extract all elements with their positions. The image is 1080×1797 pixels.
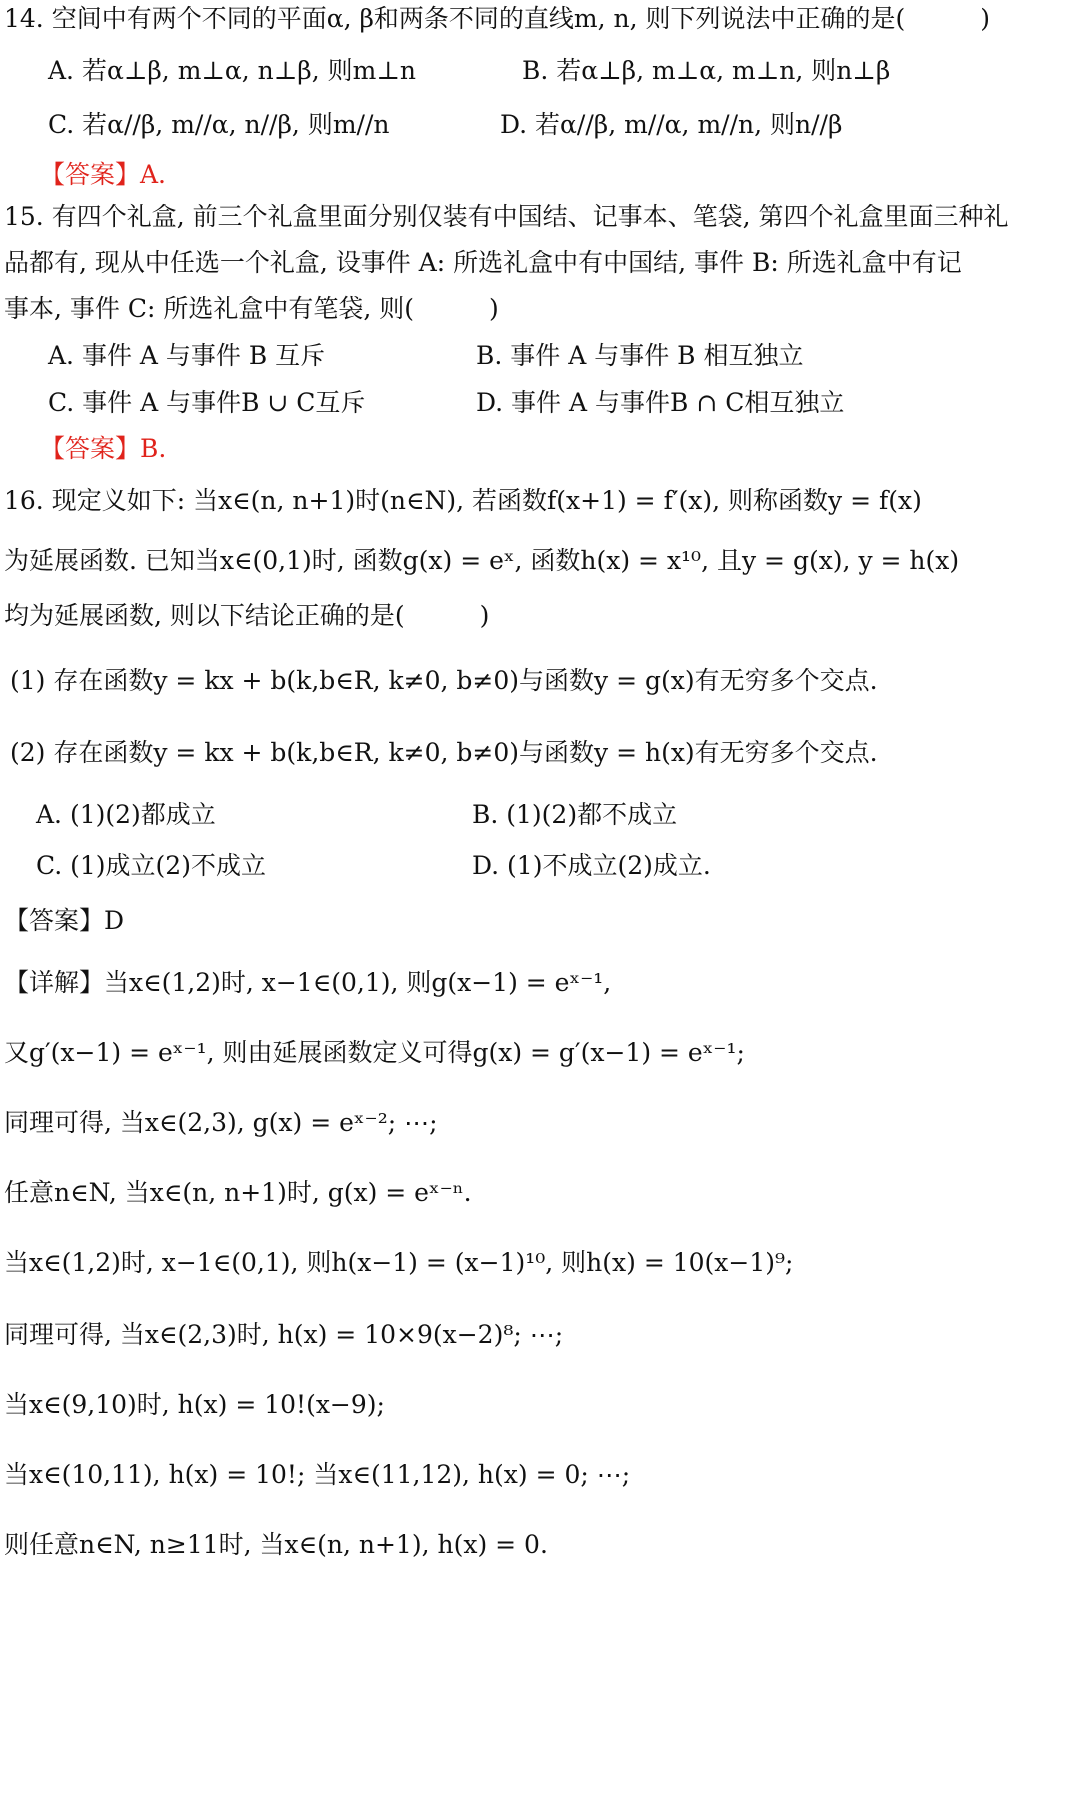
q16-option-c: C. (1)成立(2)不成立 — [36, 851, 266, 880]
q16-stem-line1: 16. 现定义如下: 当x∈(n, n+1)时(n∈N), 若函数f(x+1) = f′(x), 则称函数y = f(x) — [4, 486, 922, 515]
q16-option-b: B. (1)(2)都不成立 — [472, 800, 678, 829]
q16-statement-2: (2) 存在函数y = kx + b(k,b∈R, k≠0, b≠0)与函数y = h(x)有无穷多个交点. — [10, 738, 878, 767]
q15-option-d: D. 事件 A 与事件B ∩ C相互独立 — [476, 388, 845, 417]
q15-stem-line2: 品都有, 现从中任选一个礼盒, 设事件 A: 所选礼盒中有中国结, 事件 B: 所选礼盒中有记 — [4, 248, 962, 277]
q16-detail-line7: 当x∈(9,10)时, h(x) = 10!(x−9); — [4, 1390, 385, 1419]
q16-detail-line4: 任意n∈N, 当x∈(n, n+1)时, g(x) = eˣ⁻ⁿ. — [4, 1178, 472, 1207]
q16-stem-line3: 均为延展函数, 则以下结论正确的是( ) — [4, 601, 490, 630]
q15-option-b: B. 事件 A 与事件 B 相互独立 — [476, 341, 804, 370]
q14-option-c: C. 若α//β, m//α, n//β, 则m//n — [48, 110, 390, 139]
q16-answer: 【答案】D — [4, 906, 125, 935]
q16-detail-line1: 【详解】当x∈(1,2)时, x−1∈(0,1), 则g(x−1) = eˣ⁻¹, — [4, 968, 612, 997]
q14-option-b: B. 若α⊥β, m⊥α, m⊥n, 则n⊥β — [522, 56, 891, 85]
q16-option-a: A. (1)(2)都成立 — [36, 800, 216, 829]
q15-stem-line1: 15. 有四个礼盒, 前三个礼盒里面分别仅装有中国结、记事本、笔袋, 第四个礼盒里面三种礼 — [4, 202, 1009, 231]
q16-stem-line2: 为延展函数. 已知当x∈(0,1)时, 函数g(x) = eˣ, 函数h(x) = x¹⁰, 且y = g(x), y = h(x) — [4, 546, 960, 575]
q16-detail-line6: 同理可得, 当x∈(2,3)时, h(x) = 10×9(x−2)⁸; ⋯; — [4, 1320, 564, 1349]
q16-option-d: D. (1)不成立(2)成立. — [472, 851, 711, 880]
q16-detail-line5: 当x∈(1,2)时, x−1∈(0,1), 则h(x−1) = (x−1)¹⁰, 则h(x) = 10(x−1)⁹; — [4, 1248, 794, 1277]
q14-answer: 【答案】A. — [40, 160, 167, 189]
q16-detail-line3: 同理可得, 当x∈(2,3), g(x) = eˣ⁻²; ⋯; — [4, 1108, 438, 1137]
q15-answer: 【答案】B. — [40, 434, 167, 463]
q15-option-a: A. 事件 A 与事件 B 互斥 — [48, 341, 326, 370]
q16-detail-line8: 当x∈(10,11), h(x) = 10!; 当x∈(11,12), h(x) = 0; ⋯; — [4, 1460, 631, 1489]
q14-option-d: D. 若α//β, m//α, m//n, 则n//β — [500, 110, 843, 139]
q16-statement-1: (1) 存在函数y = kx + b(k,b∈R, k≠0, b≠0)与函数y = g(x)有无穷多个交点. — [10, 666, 878, 695]
q16-detail-line2: 又g′(x−1) = eˣ⁻¹, 则由延展函数定义可得g(x) = g′(x−1) = eˣ⁻¹; — [4, 1038, 745, 1067]
q15-stem-line3: 事本, 事件 C: 所选礼盒中有笔袋, 则( ) — [4, 294, 499, 323]
q14-option-a: A. 若α⊥β, m⊥α, n⊥β, 则m⊥n — [48, 56, 416, 85]
q14-stem: 14. 空间中有两个不同的平面α, β和两条不同的直线m, n, 则下列说法中正确的是( ) — [4, 4, 991, 33]
q16-detail-line9: 则任意n∈N, n≥11时, 当x∈(n, n+1), h(x) = 0. — [4, 1530, 548, 1559]
q15-option-c: C. 事件 A 与事件B ∪ C互斥 — [48, 388, 366, 417]
